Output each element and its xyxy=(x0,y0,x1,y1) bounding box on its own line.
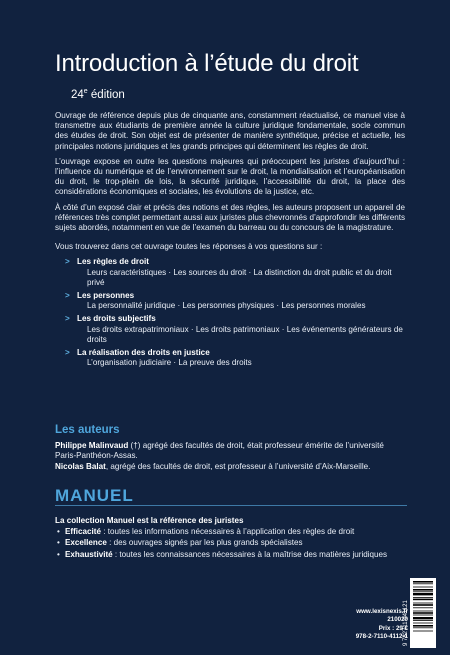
barcode xyxy=(410,578,436,648)
barcode-bar xyxy=(413,631,433,632)
barcode-bar xyxy=(413,603,433,604)
publisher-info xyxy=(300,608,408,641)
collection-block xyxy=(55,516,405,561)
barcode-bar xyxy=(413,593,433,595)
barcode-digits-text: 9 782711 041121 xyxy=(403,600,409,646)
edition-label xyxy=(71,88,125,101)
barcode-bar xyxy=(413,625,433,627)
description-paragraph-2: L’ouvrage expose en outre les questions majeures qui préoccupent les juristes d’aujourd’hui : l’influence du numérique et de l’environnement sur le droit, la mondialisation et l’européanisation du droit, le trop-plein de lois, la sécurité juridique, l’accessibilité du droit, la place des considérations économiques et sociales, les évolutions de la justice, etc. xyxy=(55,156,405,197)
collection-item-label: Excellence xyxy=(65,538,107,548)
chevron-right-icon: > xyxy=(65,257,70,267)
collection-list xyxy=(55,527,405,560)
barcode-bar xyxy=(413,617,433,619)
chevron-right-icon: > xyxy=(65,314,70,324)
authors-heading: Les auteurs xyxy=(55,424,120,436)
topic-item xyxy=(55,348,405,368)
barcode-bar xyxy=(413,620,433,621)
barcode-bar xyxy=(413,604,433,606)
manuel-logo: MANUEL xyxy=(55,486,134,505)
barcode-bar xyxy=(413,615,433,616)
product-code: 210020 xyxy=(387,616,408,624)
edition-suffix: e xyxy=(83,88,88,95)
barcode-bar xyxy=(413,599,433,601)
author-2-bio: , agrégé des facultés de droit, est professeur à l’université d’Aix-Marseille. xyxy=(105,462,371,472)
topic-subtopics: Leurs caractéristiques · Les sources du droit · La distinction du droit public et du droit privé xyxy=(87,267,392,287)
author-1-bio: (†) agrégé des facultés de droit, était professeur émérite de l’université Paris-Panthéon-Assas. xyxy=(55,441,384,461)
collection-item-text: : des ouvrages signés par les plus grands spécialistes xyxy=(106,538,303,548)
collection-item xyxy=(55,527,405,537)
barcode-bar xyxy=(413,607,433,608)
topic-title: La réalisation des droits en justice xyxy=(77,348,210,358)
description-block xyxy=(55,111,405,371)
topic-subtopics: Les droits extrapatrimoniaux · Les droits patrimoniaux · Les événements générateurs de droits xyxy=(87,324,403,344)
topic-title: Les règles de droit xyxy=(77,257,149,267)
barcode-bar xyxy=(413,591,433,592)
collection-item xyxy=(55,550,405,560)
chevron-right-icon: > xyxy=(65,348,70,358)
barcode-bar xyxy=(413,589,433,591)
author-2-name: Nicolas Balat xyxy=(55,462,106,472)
book-title: Introduction à l’étude du droit xyxy=(55,50,359,77)
barcode-bar xyxy=(413,611,433,612)
topic-title: Les droits subjectifs xyxy=(77,314,156,324)
barcode-bar xyxy=(413,583,433,584)
description-paragraph-3: À côté d’un exposé clair et précis des notions et des règles, les auteurs proposent un appareil de références très complet permettant aussi aux juristes plus chevronnés d’approfondir les différents sujets abordés, notamment en vue de l’examen du barreau ou du concours de la magistrature. xyxy=(55,202,405,233)
topics-list xyxy=(55,257,405,368)
barcode-digits xyxy=(401,580,409,646)
collection-item-label: Efficacité xyxy=(65,527,101,537)
barcode-bar xyxy=(413,612,433,614)
price: Prix : 29 € xyxy=(378,624,408,632)
topic-subtopics: L’organisation judiciaire · La preuve des droits xyxy=(87,358,252,368)
collection-item xyxy=(55,538,405,548)
barcode-bar xyxy=(413,597,433,598)
author-1-name: Philippe Malinvaud xyxy=(55,441,129,450)
description-paragraph-1: Ouvrage de référence depuis plus de cinquante ans, constamment réactualisé, ce manuel vise à transmettre aux étudiants de première année la culture juridique fondamentale, socle commun des études de droit. Son objet est de présenter de manière synthétique, précise et actuelle, les principales notions juridiques et les grands principes qui déterminent les règles de droit. xyxy=(55,111,405,151)
edition-text: édition xyxy=(87,88,125,101)
authors-block xyxy=(55,441,405,474)
topic-title: Les personnes xyxy=(77,291,135,301)
publisher-url: www.lexisnexis.fr xyxy=(356,608,408,615)
chevron-right-icon: > xyxy=(65,291,70,301)
author-2 xyxy=(55,462,405,472)
isbn: 978-2-7110-4112-1 xyxy=(355,632,408,640)
barcode-bar xyxy=(413,623,433,624)
barcode-graphic xyxy=(410,578,436,648)
barcode-bar xyxy=(413,587,433,588)
barcode-bar xyxy=(413,581,433,583)
divider xyxy=(55,505,407,506)
topic-item xyxy=(55,257,405,288)
collection-heading: La collection Manuel est la référence des juristes xyxy=(55,516,244,525)
barcode-bar xyxy=(413,627,433,628)
topic-item xyxy=(55,291,405,311)
topic-item xyxy=(55,314,405,345)
questions-intro: Vous trouverez dans cet ouvrage toutes les réponses à vos questions sur : xyxy=(55,242,323,252)
author-1 xyxy=(55,441,405,461)
collection-item-text: : toutes les informations nécessaires à l’application des règles de droit xyxy=(101,527,355,537)
edition-number: 24 xyxy=(71,88,84,101)
topic-subtopics: La personnalité juridique · Les personnes physiques · Les personnes morales xyxy=(87,301,366,311)
collection-item-text: : toutes les connaissances nécessaires à la maîtrise des matières juridiques xyxy=(112,549,388,559)
collection-item-label: Exhaustivité xyxy=(65,549,113,559)
